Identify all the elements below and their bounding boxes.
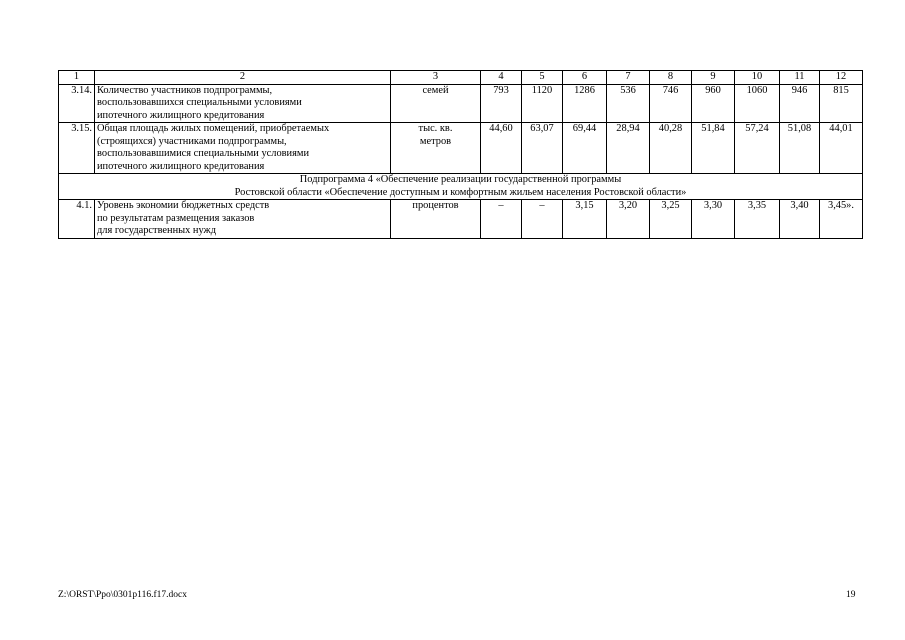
header-cell: 1 (59, 71, 95, 85)
value-cell: 28,94 (607, 123, 650, 174)
value-cell: 960 (692, 84, 735, 123)
header-cell: 3 (391, 71, 481, 85)
header-cell: 7 (607, 71, 650, 85)
header-cell: 11 (780, 71, 820, 85)
value-cell: 3,40 (780, 200, 820, 239)
unit-cell (391, 123, 481, 174)
row-number: 3.14. (59, 84, 95, 123)
indicator-name-line: воспользовавшимися специальными условиями (97, 148, 310, 159)
row-number: 4.1. (59, 200, 95, 239)
value-cell: 44,01 (820, 123, 863, 174)
header-cell: 5 (522, 71, 563, 85)
indicator-name-line: воспользовавшихся специальными условиями (97, 97, 302, 108)
indicator-name (95, 200, 391, 239)
value-cell: 3,30 (692, 200, 735, 239)
header-cell: 12 (820, 71, 863, 85)
value-cell: 51,08 (780, 123, 820, 174)
indicator-name-line: Уровень экономии бюджетных средств (97, 200, 270, 211)
unit-line: тыс. кв. (418, 123, 453, 134)
value-cell: 3,45». (820, 200, 863, 239)
header-cell: 2 (95, 71, 391, 85)
value-cell: 40,28 (650, 123, 692, 174)
document-file-path: Z:\ORST\Ppo\0301p116.f17.docx (58, 590, 187, 600)
header-cell: 10 (735, 71, 780, 85)
indicator-name (95, 84, 391, 123)
value-cell: 946 (780, 84, 820, 123)
value-cell: 746 (650, 84, 692, 123)
indicator-name-line: Количество участников подпрограммы, (97, 84, 273, 96)
value-cell: 1120 (522, 84, 563, 123)
indicator-name-line: (строящихся) участниками подпрограммы, (97, 135, 287, 147)
row-number: 3.15. (59, 123, 95, 174)
value-cell: – (522, 200, 563, 239)
indicator-name-line: ипотечного жилищного кредитования (97, 109, 265, 121)
header-cell: 9 (692, 71, 735, 85)
value-cell: 3,20 (607, 200, 650, 239)
indicator-name-line: по результатам размещения заказов (97, 212, 255, 224)
unit-cell (391, 200, 481, 239)
value-cell: 69,44 (563, 123, 607, 174)
unit-cell (391, 84, 481, 123)
indicator-name (95, 123, 391, 174)
value-cell: 536 (607, 84, 650, 123)
subprogram-title-line: Ростовской области «Обеспечение доступным и комфортным жильем населения Ростовской области» (234, 186, 687, 198)
value-cell: 51,84 (692, 123, 735, 174)
indicator-name-line: ипотечного жилищного кредитования (97, 160, 265, 172)
header-cell: 6 (563, 71, 607, 85)
value-cell: 793 (481, 84, 522, 123)
value-cell: 57,24 (735, 123, 780, 174)
value-cell: 3,15 (563, 200, 607, 239)
header-cell: 8 (650, 71, 692, 85)
value-cell: 3,25 (650, 200, 692, 239)
value-cell: 44,60 (481, 123, 522, 174)
unit-line: процентов (412, 200, 459, 211)
value-cell: 3,35 (735, 200, 780, 239)
table-row (59, 200, 863, 239)
table-row (59, 123, 863, 174)
subprogram-row (59, 174, 863, 200)
value-cell: 63,07 (522, 123, 563, 174)
subprogram-title-line: Подпрограмма 4 «Обеспечение реализации государственной программы (299, 174, 622, 185)
page-number: 19 (846, 590, 856, 600)
indicator-name-line: для государственных нужд (97, 225, 217, 236)
value-cell: 815 (820, 84, 863, 123)
value-cell: – (481, 200, 522, 239)
value-cell: 1286 (563, 84, 607, 123)
unit-line: семей (422, 84, 449, 96)
table-header-row (59, 71, 863, 85)
indicator-name-line: Общая площадь жилых помещений, приобретаемых (97, 123, 330, 134)
indicator-table (58, 70, 863, 239)
value-cell: 1060 (735, 84, 780, 123)
header-cell: 4 (481, 71, 522, 85)
table-row (59, 84, 863, 123)
subprogram-title (59, 174, 863, 200)
unit-line: метров (419, 135, 452, 147)
